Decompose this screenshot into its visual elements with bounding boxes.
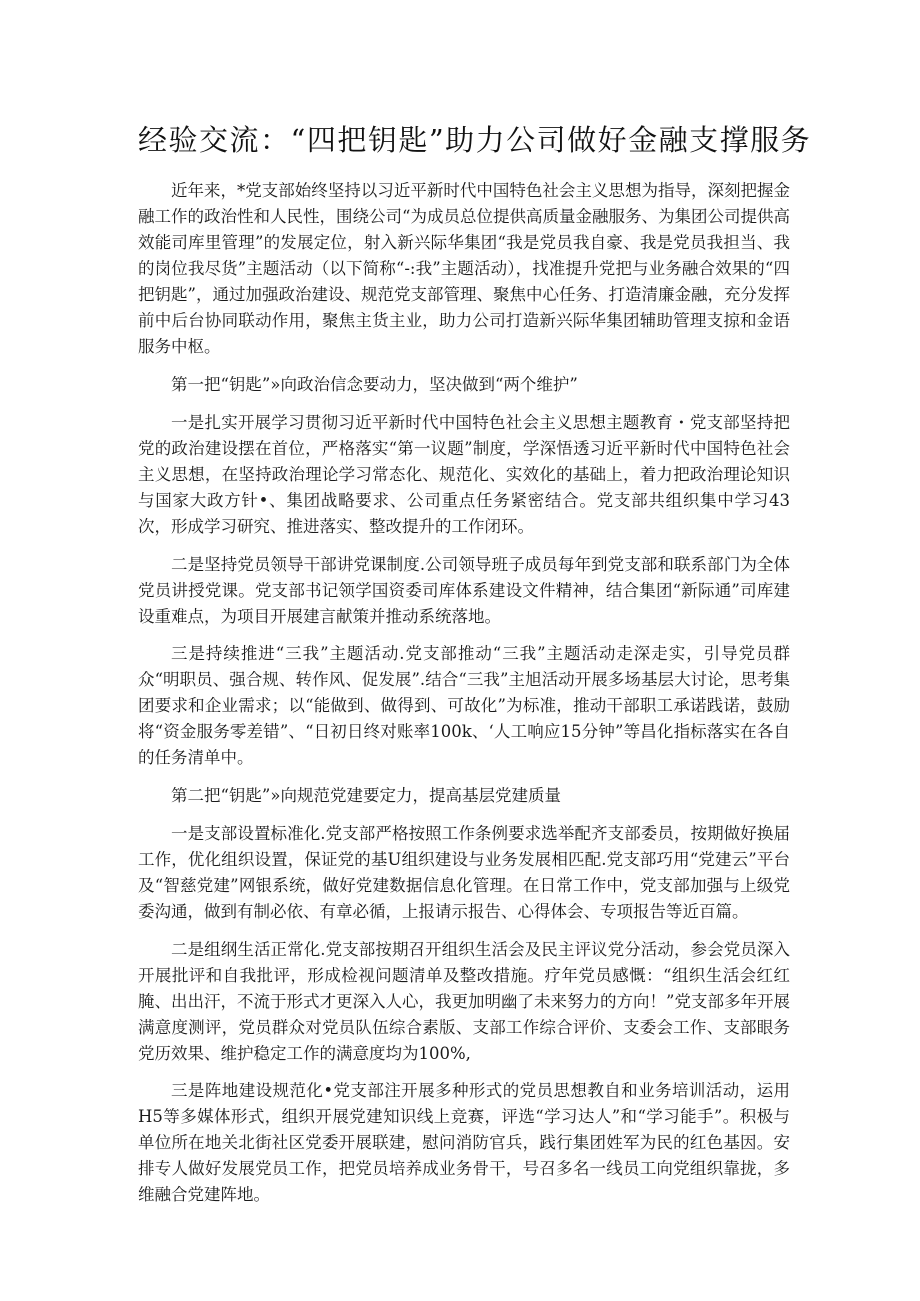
paragraph-branch-standardization: 一是支部设置标准化.党支部严格按照工作条例要求选举配齐支部委员，按期做好换届工作，优化组织设置，保证党的基U组织建设与业务发展相匹配.党支部巧用“党建云”平台及“智慈党建”网银系统，做好党建数据信息化管理。在日常工作中，党支部加强与上级党委沟通，做到有制必依、有章必循，上报请示报告、心得体会、专项报告等近百篇。: [138, 824, 790, 921]
paragraph-position-building: 三是阵地建设规范化•党支部注开展多种形式的党员思想教自和业务培训活动，运用H5等多媒体形式，组织开展党建知识线上竞赛，评选“学习达人”和“学习能手”。积极与单位所在地关北街社区党委开展联建，慰问消防官兵，践行集团姓军为民的红色基因。安排专人做好发展党员工作，把党员培养成业务骨干，号召多名一线员工向党组织靠拢，多维融合党建阵地。: [138, 1081, 790, 1204]
section-heading-key-one: 第一把“钥匙”»向政治信念要动力，坚决做到“两个维护”: [171, 374, 578, 394]
paragraph-three-me-activity: 三是持续推进“三我”主题活动.党支部推动“三我”主题活动走深走实，引导党员群众“明职员、强合规、转作风、促发展”.结合“三我”主旭活动开展多场基层大讨论，思考集团要求和企业需求；以“能做到、做得到、可故化”为标准，推动干部职工承诺践诺，鼓励将“资金服务零差错”、“日初日终对账率100k、‘人工响应15分钟”等昌化指标落实在各自的任务清单中。: [138, 644, 790, 767]
document-title: 经验交流：“四把钥匙”助力公司做好金融支撑服务: [138, 123, 812, 157]
paragraph-study-theory: 一是扎实开展学习贯彻习近平新时代中国特色社会主义思想主题教育・党支部坚持把党的政治建设摆在首位，严格落实“第一议题”制度，学深悟透习近平新时代中国特色社会主义思想，在坚持政治理论学习常态化、规范化、实效化的基础上，着力把政治理论知识与国家大政方针•、集团战略要求、公司重点任务紧密结合。党支部共组织集中学习43次，形成学习研究、推进落实、整改提升的工作闭环。: [138, 413, 790, 536]
paragraph-organization-life: 二是组纲生活正常化.党支部按期召开组织生活会及民主评议党分活动，参会党员深入开展批评和自我批评，形成检视问题清单及整改措施。疗年党员感慨：“组织生活会红红腌、出出汗，不流于形式才更深入人心，我更加明幽了未来努力的方向！”党支部多年开展满意度测评，党员群众对党员队伍综合素版、支部工作综合评价、支委会工作、支部眼务党历效果、维护稳定工作的满意度均为100%,: [138, 939, 790, 1063]
document-body: [138, 178, 790, 1220]
section-heading-key-two: 第二把“钥匙”»向规范党建要定力，提高基层党建质量: [171, 785, 561, 805]
intro-paragraph: 近年来，*党支部始终坚持以习近平新时代中国特色社会主义思想为指导，深刻把握金融工作的政治性和人民性，围绕公司“为成员总位提供高质量金融服务、为集团公司提供高效能司库里管理”的发展定位，射入新兴际华集团“我是党员我自豪、我是党员我担当、我的岗位我尽货”主题活动（以下简称“-:我”主题活动），找准提升党把与业务融合效果的“四把钥匙”，通过加强政治建设、规范党支部管理、聚焦中心任务、打造清廉金融，充分发挥前中后台协同联动作用，聚焦主货主业，助力公司打造新兴际华集团辅助管理支掠和金语服务中枢。: [138, 181, 790, 356]
paragraph-party-lectures: 二是坚持党员领导干部讲党课制度.公司领导班子成员每年到党支部和联系部门为全体党员讲授党课。党支部书记领学国资委司库体系建设文件精神，结合集团“新际通”司库建设重难点，为项目开展建言献策并推动系统落地。: [138, 554, 790, 626]
